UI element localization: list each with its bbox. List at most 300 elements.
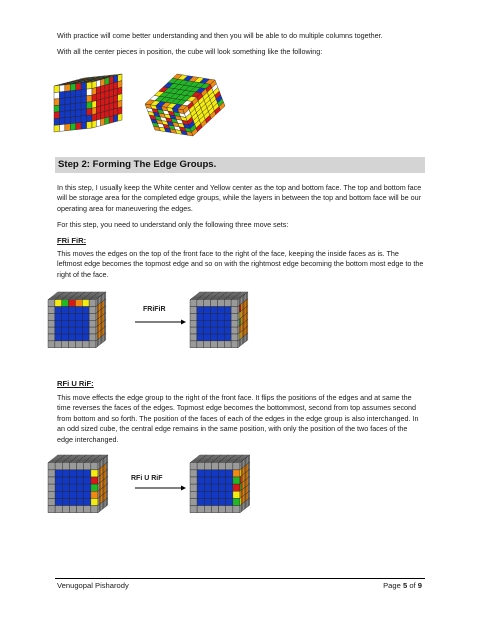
cube-sticker [190, 313, 197, 320]
cube-sticker [246, 292, 247, 300]
cube-sticker [204, 470, 211, 477]
cube-sticker [211, 477, 218, 484]
cube-sticker [89, 334, 96, 341]
cube-sticker [82, 313, 89, 320]
cube-sticker [217, 341, 224, 348]
cube-sticker [91, 506, 98, 513]
cube-sticker [233, 470, 240, 477]
cube-sticker [248, 484, 249, 492]
cube-sticker [103, 307, 104, 315]
cube-sticker [99, 303, 100, 311]
cube-sticker [118, 113, 122, 121]
cube-sticker [82, 341, 89, 348]
cube-sticker [77, 477, 84, 484]
cube-sticker [104, 457, 105, 465]
cube-sticker [211, 327, 218, 334]
cube-sticker [55, 484, 62, 491]
cube-sticker [190, 498, 197, 505]
cube-sticker [247, 492, 248, 500]
cube-sticker [197, 506, 204, 513]
cube-sticker [81, 102, 86, 109]
cube-sticker [204, 477, 211, 484]
cube-sticker [75, 327, 82, 334]
cube-sticker [102, 473, 103, 481]
cube-sticker [54, 118, 59, 125]
cube-sticker [48, 313, 55, 320]
cube-sticker [62, 484, 69, 491]
cube-sticker [100, 309, 101, 317]
cube-sticker [55, 506, 62, 513]
cube-sticker [231, 313, 238, 320]
cube-sticker [98, 504, 99, 512]
cube-sticker [233, 477, 240, 484]
cube-sticker [243, 481, 244, 489]
cube-sticker [84, 484, 91, 491]
cube-before-move-2 [48, 455, 108, 513]
footer-page-number: Page 5 of 9 [383, 581, 422, 590]
cube-sticker [240, 462, 241, 470]
cube-sticker [105, 485, 106, 493]
cube-sticker [55, 491, 62, 498]
cube-sticker [190, 491, 197, 498]
cube-sticker [197, 341, 204, 348]
cube-sticker [69, 313, 76, 320]
cube-sticker [99, 475, 100, 483]
cube-sticker [69, 300, 76, 307]
cube-sticker [76, 116, 81, 123]
cube-sticker [55, 300, 62, 307]
cube-sticker [62, 341, 69, 348]
cube-sticker [226, 506, 233, 513]
cube-sticker [55, 327, 62, 334]
cube-sticker [211, 470, 218, 477]
cube-sticker [77, 463, 84, 470]
cube-sticker [98, 497, 99, 505]
cube-sticker [239, 339, 240, 347]
cube-sticker [48, 506, 55, 513]
cube-sticker [224, 313, 231, 320]
cube-sticker [97, 304, 98, 312]
cube-sticker [233, 484, 240, 491]
cube-sticker [226, 470, 233, 477]
cube-sticker [244, 501, 245, 509]
cube-sticker [81, 83, 86, 90]
cube-sticker [102, 335, 103, 343]
cube-sticker [99, 324, 100, 332]
cube-sticker [245, 334, 246, 342]
cube-sticker [101, 495, 102, 503]
cube-sticker [231, 307, 238, 314]
cube-sticker [239, 304, 240, 312]
cube-sticker [75, 307, 82, 314]
cube-sticker [219, 463, 226, 470]
cube-sticker [190, 307, 197, 314]
cube-sticker [104, 319, 105, 327]
cube-sticker [48, 341, 55, 348]
move-set-title-2: RFi U RiF: [57, 379, 94, 388]
cube-sticker [102, 328, 103, 336]
cube-sticker [70, 117, 75, 124]
cube-sticker [99, 482, 100, 490]
cube-sticker [97, 325, 98, 333]
cube-sticker [54, 85, 59, 92]
cube-sticker [69, 470, 76, 477]
cube-sticker [105, 463, 106, 471]
cube-sticker [244, 322, 245, 330]
cube-sticker [217, 313, 224, 320]
cube-sticker [104, 306, 105, 314]
cube-sticker [246, 471, 247, 479]
cube-sticker [233, 498, 240, 505]
cube-sticker [76, 83, 81, 90]
cube-sticker [65, 124, 70, 131]
cube-sticker [190, 477, 197, 484]
move-set-title-1: FRi FiR: [57, 236, 87, 245]
cube-sticker [102, 487, 103, 495]
cube-sticker [246, 493, 247, 501]
cube-sticker [246, 306, 247, 314]
cube-sticker [248, 469, 249, 477]
cube-sticker [248, 455, 249, 463]
cube-sticker [70, 123, 75, 130]
cube-sticker [104, 500, 105, 508]
cube-after-move-2 [190, 455, 250, 513]
cube-sticker [62, 307, 69, 314]
cube-sticker [48, 320, 55, 327]
cube-sticker [62, 498, 69, 505]
cube-sticker [242, 302, 243, 310]
cube-sticker [243, 467, 244, 475]
cube-sticker [104, 464, 105, 472]
cube-sticker [211, 484, 218, 491]
cube-sticker [204, 506, 211, 513]
cube-sticker [69, 320, 76, 327]
cube-sticker [55, 320, 62, 327]
cube-sticker [231, 327, 238, 334]
cube-sticker [197, 484, 204, 491]
cube-sticker [226, 484, 233, 491]
cube-sticker [105, 456, 106, 464]
cube-sticker [197, 300, 204, 307]
step-heading: Step 2: Forming The Edge Groups. [58, 159, 217, 170]
move-1-arrow-label: FRiFiR [143, 306, 166, 313]
cube-sticker [69, 334, 76, 341]
cube-sticker [197, 498, 204, 505]
cube-sticker [103, 334, 104, 342]
cube-sticker [102, 301, 103, 309]
cube-after-move-1 [190, 292, 248, 348]
cube-sticker [226, 463, 233, 470]
cube-sticker [246, 479, 247, 487]
cube-sticker [97, 298, 98, 306]
cube-sticker [241, 461, 242, 469]
cube-sticker [105, 117, 109, 125]
cube-sticker [96, 299, 97, 307]
cube-sticker [89, 313, 96, 320]
cube-sticker [81, 115, 86, 122]
cube-sticker [219, 491, 226, 498]
cube-sticker [211, 341, 218, 348]
cube-sticker [55, 477, 62, 484]
cube-sticker [84, 491, 91, 498]
cube-sticker [99, 338, 100, 346]
cube-sticker [55, 463, 62, 470]
cube-sticker [247, 456, 248, 464]
cube-sticker [211, 307, 218, 314]
cube-sticker [69, 327, 76, 334]
cube-sticker [244, 458, 245, 466]
cube-sticker [241, 468, 242, 476]
cube-sticker [244, 315, 245, 323]
cube-sticker [102, 501, 103, 509]
cube-sticker [204, 307, 211, 314]
cube-sticker [75, 341, 82, 348]
cube-sticker [101, 459, 102, 467]
cube-sticker [239, 311, 240, 319]
cube-sticker [103, 314, 104, 322]
cube-sticker [97, 311, 98, 319]
cube-sticker [217, 300, 224, 307]
cube-sticker [240, 504, 241, 512]
cube-sticker [241, 324, 242, 332]
cube-sticker [69, 463, 76, 470]
cube-sticker [197, 307, 204, 314]
cube-sticker [103, 327, 104, 335]
cube-sticker [55, 334, 62, 341]
cube-sticker [82, 300, 89, 307]
cube-sticker [241, 475, 242, 483]
cube-sticker [81, 122, 86, 129]
cube-sticker [244, 294, 245, 302]
cube-sticker [99, 503, 100, 511]
cube-sticker [48, 477, 55, 484]
cube-sticker [241, 482, 242, 490]
cube-sticker [65, 117, 70, 124]
cube-sticker [104, 313, 105, 321]
cube-sticker [101, 488, 102, 496]
cube-sticker [91, 463, 98, 470]
cube-sticker [55, 313, 62, 320]
cube-sticker [100, 330, 101, 338]
cube-sticker [241, 331, 242, 339]
cube-sticker [98, 483, 99, 491]
cube-sticker [245, 293, 246, 301]
cube-sticker [69, 506, 76, 513]
cube-sticker [48, 463, 55, 470]
cube-sticker [104, 486, 105, 494]
cube-sticker [204, 320, 211, 327]
cube-sticker [242, 330, 243, 338]
cube-sticker [55, 498, 62, 505]
cube-sticker [77, 470, 84, 477]
cube-sticker [103, 293, 104, 301]
cube-sticker [106, 476, 107, 484]
cube-sticker [204, 313, 211, 320]
cube-green-front [145, 74, 225, 136]
cube-sticker [69, 307, 76, 314]
cube-sticker [48, 484, 55, 491]
cube-sticker [219, 498, 226, 505]
cube-sticker [104, 326, 105, 334]
cube-sticker [77, 484, 84, 491]
cube-sticker [70, 97, 75, 104]
cube-sticker [224, 307, 231, 314]
cube-sticker [231, 300, 238, 307]
cube-sticker [62, 300, 69, 307]
cube-sticker [62, 463, 69, 470]
cube-sticker [96, 340, 97, 348]
cube-sticker [245, 327, 246, 335]
cube-sticker [91, 491, 98, 498]
cube-sticker [190, 320, 197, 327]
cube-sticker [105, 478, 106, 486]
cube-sticker [211, 320, 218, 327]
cube-sticker [241, 503, 242, 511]
cube-sticker [48, 300, 55, 307]
cube-sticker [243, 495, 244, 503]
cube-sticker [217, 334, 224, 341]
paragraph-move-1: This moves the edges on the top of the front face to the right of the face, keeping the inside faces as is. The leftmost edge becomes the topmost edge and so on with the rightmost edge becoming the bottom most edge to the right of the face. [57, 249, 424, 279]
cube-sticker [82, 307, 89, 314]
cube-sticker [239, 325, 240, 333]
cube-sticker [247, 485, 248, 493]
cube-sticker [247, 499, 248, 507]
cube-sticker [197, 327, 204, 334]
cube-sticker [70, 110, 75, 117]
cube-sticker [102, 294, 103, 302]
cube-sticker [248, 462, 249, 470]
cube-sticker [244, 473, 245, 481]
cube-sticker [190, 334, 197, 341]
cube-sticker [101, 118, 105, 126]
cube-sticker [81, 89, 86, 96]
cube-sticker [231, 334, 238, 341]
cube-sticker [100, 302, 101, 310]
cube-sticker [211, 498, 218, 505]
cube-sticker [243, 488, 244, 496]
cube-sticker [217, 320, 224, 327]
cube-sticker [244, 480, 245, 488]
cube-sticker [76, 103, 81, 110]
cube-sticker [62, 327, 69, 334]
cube-sticker [55, 307, 62, 314]
cube-sticker [89, 307, 96, 314]
cube-sticker [91, 484, 98, 491]
cube-sticker [106, 491, 107, 499]
cube-sticker [76, 96, 81, 103]
cube-sticker [241, 496, 242, 504]
cube-sticker [197, 470, 204, 477]
cube-sticker [224, 300, 231, 307]
cube-sticker [204, 334, 211, 341]
cube-sticker [69, 477, 76, 484]
cube-sticker [240, 497, 241, 505]
cube-sticker [65, 97, 70, 104]
cube-sticker [48, 327, 55, 334]
cube-sticker [241, 303, 242, 311]
cube-sticker [96, 319, 97, 327]
cube-sticker [246, 333, 247, 341]
cube-sticker [81, 109, 86, 116]
cube-sticker [239, 298, 240, 306]
cube-sticker [48, 334, 55, 341]
cube-sticker [62, 320, 69, 327]
cube-sticker [246, 486, 247, 494]
cube-sticker [197, 463, 204, 470]
cube-sticker [62, 313, 69, 320]
cube-sticker [219, 506, 226, 513]
cube-sticker [190, 341, 197, 348]
cube-sticker [99, 468, 100, 476]
cube-sticker [190, 506, 197, 513]
cube-sticker [211, 506, 218, 513]
cube-sticker [104, 333, 105, 341]
cube-sticker [246, 299, 247, 307]
cube-sticker [238, 319, 239, 327]
cube-sticker [248, 498, 249, 506]
cube-sticker [245, 307, 246, 315]
cube-sticker [100, 323, 101, 331]
cube-sticker [69, 491, 76, 498]
cube-sticker [48, 307, 55, 314]
cube-sticker [238, 305, 239, 313]
cube-sticker [245, 300, 246, 308]
cube-sticker [75, 313, 82, 320]
cube-sticker [102, 480, 103, 488]
cube-sticker [233, 506, 240, 513]
cube-sticker [244, 487, 245, 495]
paragraph-move-sets: For this step, you need to understand only the following three move sets: [57, 220, 289, 229]
cube-sticker [59, 111, 64, 118]
cube-sticker [226, 491, 233, 498]
cube-sticker [59, 124, 64, 131]
cube-sticker [219, 477, 226, 484]
cube-sticker [92, 120, 96, 128]
cube-sticker [226, 498, 233, 505]
cube-sticker [87, 82, 92, 89]
cube-sticker [241, 489, 242, 497]
cube-sticker [69, 498, 76, 505]
cube-sticker [226, 477, 233, 484]
cube-sticker [246, 326, 247, 334]
cube-sticker [75, 300, 82, 307]
cube-sticker [59, 105, 64, 112]
cube-sticker [91, 477, 98, 484]
cube-sticker [197, 313, 204, 320]
cube-sticker [240, 483, 241, 491]
cube-sticker [242, 309, 243, 317]
cube-sticker [243, 502, 244, 510]
cube-sticker [87, 89, 92, 96]
cube-sticker [104, 479, 105, 487]
cube-sticker [211, 463, 218, 470]
cube-sticker [190, 327, 197, 334]
cube-sticker [242, 316, 243, 324]
cube-sticker [233, 463, 240, 470]
cube-sticker [89, 327, 96, 334]
cube-sticker [241, 296, 242, 304]
cube-sticker [204, 484, 211, 491]
cube-sticker [217, 307, 224, 314]
paragraph-step-intro: In this step, I usually keep the White center and Yellow center as the top and bottom face. The top and bottom face will be storage area for the completed edge groups, while the layers in between the top and bottom face will be our operating area for maneuvering the edges. [57, 183, 422, 213]
cube-sticker [91, 498, 98, 505]
cube-sticker [62, 477, 69, 484]
cube-sticker [54, 105, 59, 112]
cube-sticker [54, 99, 59, 106]
cube-sticker [59, 91, 64, 98]
cube-sticker [204, 341, 211, 348]
cube-sticker [204, 327, 211, 334]
